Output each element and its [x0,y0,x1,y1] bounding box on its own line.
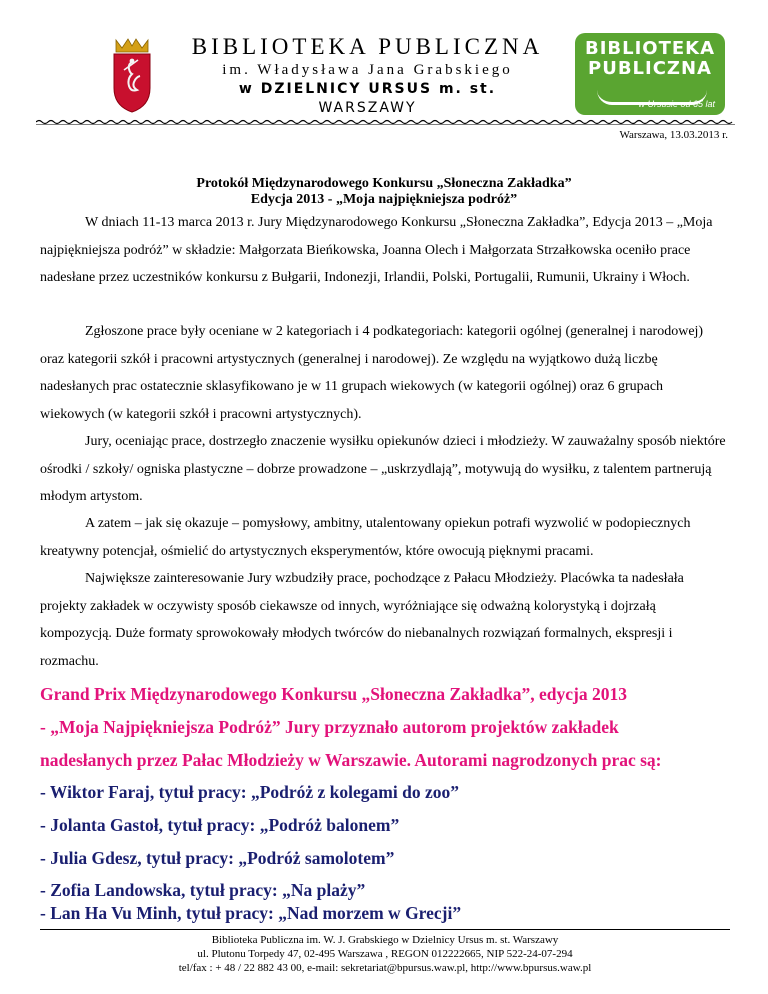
footer-line-1: Biblioteka Publiczna im. W. J. Grabskiego w Dzielnicy Ursus m. st. Warszawy [211,934,559,946]
footer-line-2: ul. Plutonu Torpedy 47, 02-495 Warszawa , REGON 012222665, NIP 522-24-07-294 [197,948,573,960]
grand-prix-line-1: Grand Prix Międzynarodowego Konkursu „Słoneczna Zakładka”, edycja 2013 [40,684,627,704]
winner-item: - Julia Gdesz, tytuł pracy: „Podróż samolotem” [40,848,395,868]
footer [40,933,730,975]
winner-item: - Wiktor Faraj, tytuł pracy: „Podróż z kolegami do zoo” [40,782,459,802]
library-header [180,34,555,118]
header-line-2: im. Władysława Jana Grabskiego [222,62,513,78]
body-paragraph-1: W dniach 11-13 marca 2013 r. Jury Międzynarodowego Konkursu „Słoneczna Zakładka”, Edycja 2013 – „Moja najpiękniejsza podróż” w składzie: Małgorzata Bieńkowska, Joanna Olech i Małgorzata Strzałkowska oceniło prace nadesłane przez uczestników konkursu z Bułgarii, Indonezji, Irlandii, Polski, Portugalii, Rumunii, Ukrainy i Włoch. [40,215,713,285]
logo-line-2: PUBLICZNA [588,58,712,79]
warsaw-coat-of-arms-icon [108,36,156,114]
logo-line-1: BIBLIOTEKA [584,38,716,59]
document-title-line-2: Edycja 2013 - „Moja najpiękniejsza podróż” [250,192,518,207]
footer-line-3: tel/fax : + 48 / 22 882 43 00, e-mail: sekretariat@bpursus.waw.pl, http://www.bpursus.waw.pl [178,962,592,974]
header-divider [36,119,735,125]
grand-prix-line-2: - „Moja Najpiękniejsza Podróż” Jury przyznało autorom projektów zakładek [40,717,619,737]
document-date: Warszawa, 13.03.2013 r. [619,129,728,141]
header-line-4: WARSZAWY [318,100,417,116]
footer-divider [40,929,730,930]
body-paragraph-5: Największe zainteresowanie Jury wzbudziły prace, pochodzące z Pałacu Młodzieży. Placówka ta nadesłała projekty zakładek w oczywisty sposób ciekawsze od innych, wyróżniające się odważną kolorystyką i dojrzałą kompozycją. Duże formaty sprowokowały młodych twórców do niebanalnych rozwiązań formalnych, ekspresji i rozmachu. [40,571,684,669]
header-line-1: BIBLIOTEKA PUBLICZNA [191,34,544,59]
library-logo-icon [575,33,725,115]
winner-item: - Lan Ha Vu Minh, tytuł pracy: „Nad morzem w Grecji” [40,903,462,923]
winner-item: - Zofia Landowska, tytuł pracy: „Na plaży” [40,880,366,900]
body-paragraph-3: Jury, oceniając prace, dostrzegło znaczenie wysiłku opiekunów dzieci i młodzieży. W zauważalny sposób niektóre ośrodki / szkoły/ ogniska plastyczne – dobrze prowadzone – „uskrzydlają”, motywują do wysiłku, z talentem partnerują młodym artystom. [40,434,726,504]
logo-tagline: w Ursusie od 65 lat [638,99,715,109]
header-line-3: w DZIELNICY URSUS m. st. [238,81,497,97]
body-paragraph-2: Zgłoszone prace były oceniane w 2 kategoriach i 4 podkategoriach: kategorii ogólnej (generalnej i narodowej) oraz kategorii szkół i pracowni artystycznych (generalnej i narodowej). Ze względu na wyjątkowo dużą liczbę nadesłanych prac ostatecznie sklasyfikowano je w 11 grupach wiekowych (w kategorii ogólnej) oraz 6 grupach wiekowych (w kategorii szkół i pracowni artystycznych). [40,324,704,422]
grand-prix-line-3: nadesłanych przez Pałac Młodzieży w Warszawie. Autorami nagrodzonych prac są: [40,750,662,770]
winner-item: - Jolanta Gastoł, tytuł pracy: „Podróż balonem” [40,815,400,835]
document-title-line-1: Protokół Międzynarodowego Konkursu „Słoneczna Zakładka” [196,176,572,191]
body-paragraph-4: A zatem – jak się okazuje – pomysłowy, ambitny, utalentowany opiekun potrafi wyzwolić w podopiecznych kreatywny potencjał, ośmielić do artystycznych eksperymentów, które owocują pięknymi pracami. [40,516,691,559]
